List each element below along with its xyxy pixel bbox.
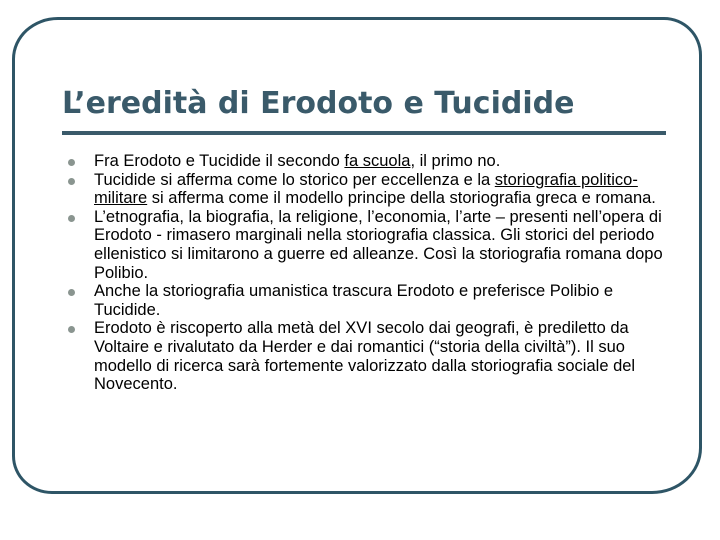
underlined-phrase: fa scuola (344, 152, 411, 170)
bullet-text: Erodoto è riscoperto alla metà del XVI secolo dai geografi, è prediletto da Voltaire e rivalutato da Herder e dai romantici (“storia della civiltà”). Il suo modello di ricerca sarà fortemente valorizzato dalla storiografia sociale del Novecento. (94, 319, 636, 394)
bullet-text: L’etnografia, la biografia, la religione, l’economia, l’arte – presenti nell’opera di Erodoto - rimasero marginali nella storiografia classica. Gli storici del periodo ellenistico si limitarono a guerre ed alleanze. Così la storiografia romana dopo Polibio. (94, 207, 663, 282)
bullet-item (64, 282, 664, 319)
bullet-item (64, 208, 664, 282)
slide-title: L’eredità di Erodoto e Tucidide (62, 86, 575, 121)
bullet-text: Tucidide si afferma come lo storico per eccellenza e la (94, 170, 495, 189)
bullet-text: Fra Erodoto e Tucidide il secondo (94, 152, 345, 170)
title-underline-rule (62, 131, 666, 135)
bullet-text: Anche la storiografia umanistica trascura Erodoto e preferisce Polibio e Tucidide. (94, 282, 614, 319)
bullet-dot-icon (68, 215, 75, 222)
bullet-dot-icon (68, 178, 75, 185)
bullet-text: , il primo no. (410, 152, 501, 170)
bullet-item (64, 152, 664, 171)
bullet-text: si afferma come il modello principe della storiografia greca e romana. (147, 189, 656, 208)
bullet-item (64, 171, 664, 208)
bullet-item (64, 319, 664, 393)
bullet-dot-icon (68, 289, 75, 296)
bullet-dot-icon (68, 159, 75, 166)
underlined-phrase: storiografia politico-militare (94, 170, 638, 208)
bullet-list (64, 152, 664, 394)
bullet-dot-icon (68, 326, 75, 333)
